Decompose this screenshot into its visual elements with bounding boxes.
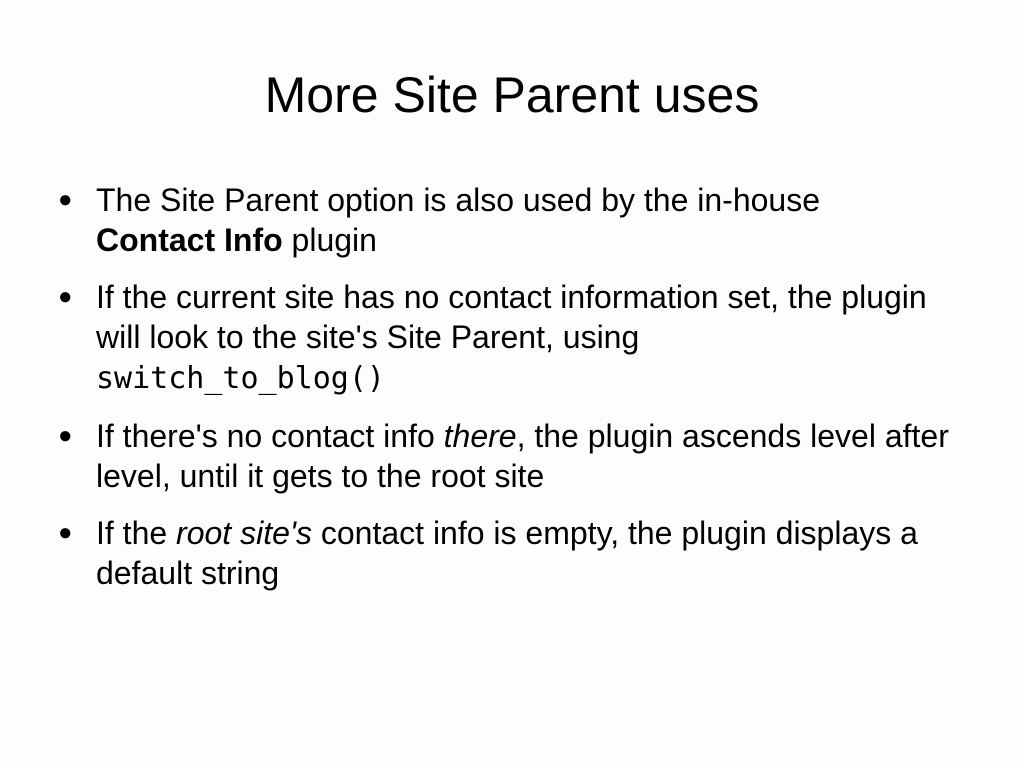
bullet-text: If the current site has no contact information set, the plugin will look to the site's Site Parent, using: [96, 279, 927, 355]
bullet-italic-text: there: [443, 418, 517, 454]
slide-title: More Site Parent uses: [264, 67, 760, 123]
bullet-item-3: [58, 416, 958, 496]
bullet-text: plugin: [282, 222, 377, 258]
bullet-dot-icon: ●: [58, 422, 73, 449]
bullet-item-1: [58, 180, 958, 260]
bullet-italic-text: root site's: [176, 515, 312, 551]
bullet-text: contact info is empty, the plugin displays a default string: [96, 515, 918, 591]
bullet-list: [58, 180, 958, 610]
bullet-text: The Site Parent option is also used by the in-house: [96, 182, 820, 218]
bullet-item-4: [58, 513, 958, 593]
bullet-text: , the plugin ascends level after level, until it gets to the root site: [96, 418, 949, 494]
bullet-text: If there's no contact info: [96, 418, 444, 454]
bullet-dot-icon: ●: [58, 283, 73, 310]
bullet-bold-text: Contact Info: [96, 222, 283, 258]
bullet-text: If the: [96, 515, 177, 551]
bullet-item-2: [58, 277, 958, 399]
bullet-code-text: switch_to_blog(): [96, 361, 385, 396]
bullet-dot-icon: ●: [58, 186, 73, 213]
bullet-dot-icon: ●: [58, 519, 73, 546]
